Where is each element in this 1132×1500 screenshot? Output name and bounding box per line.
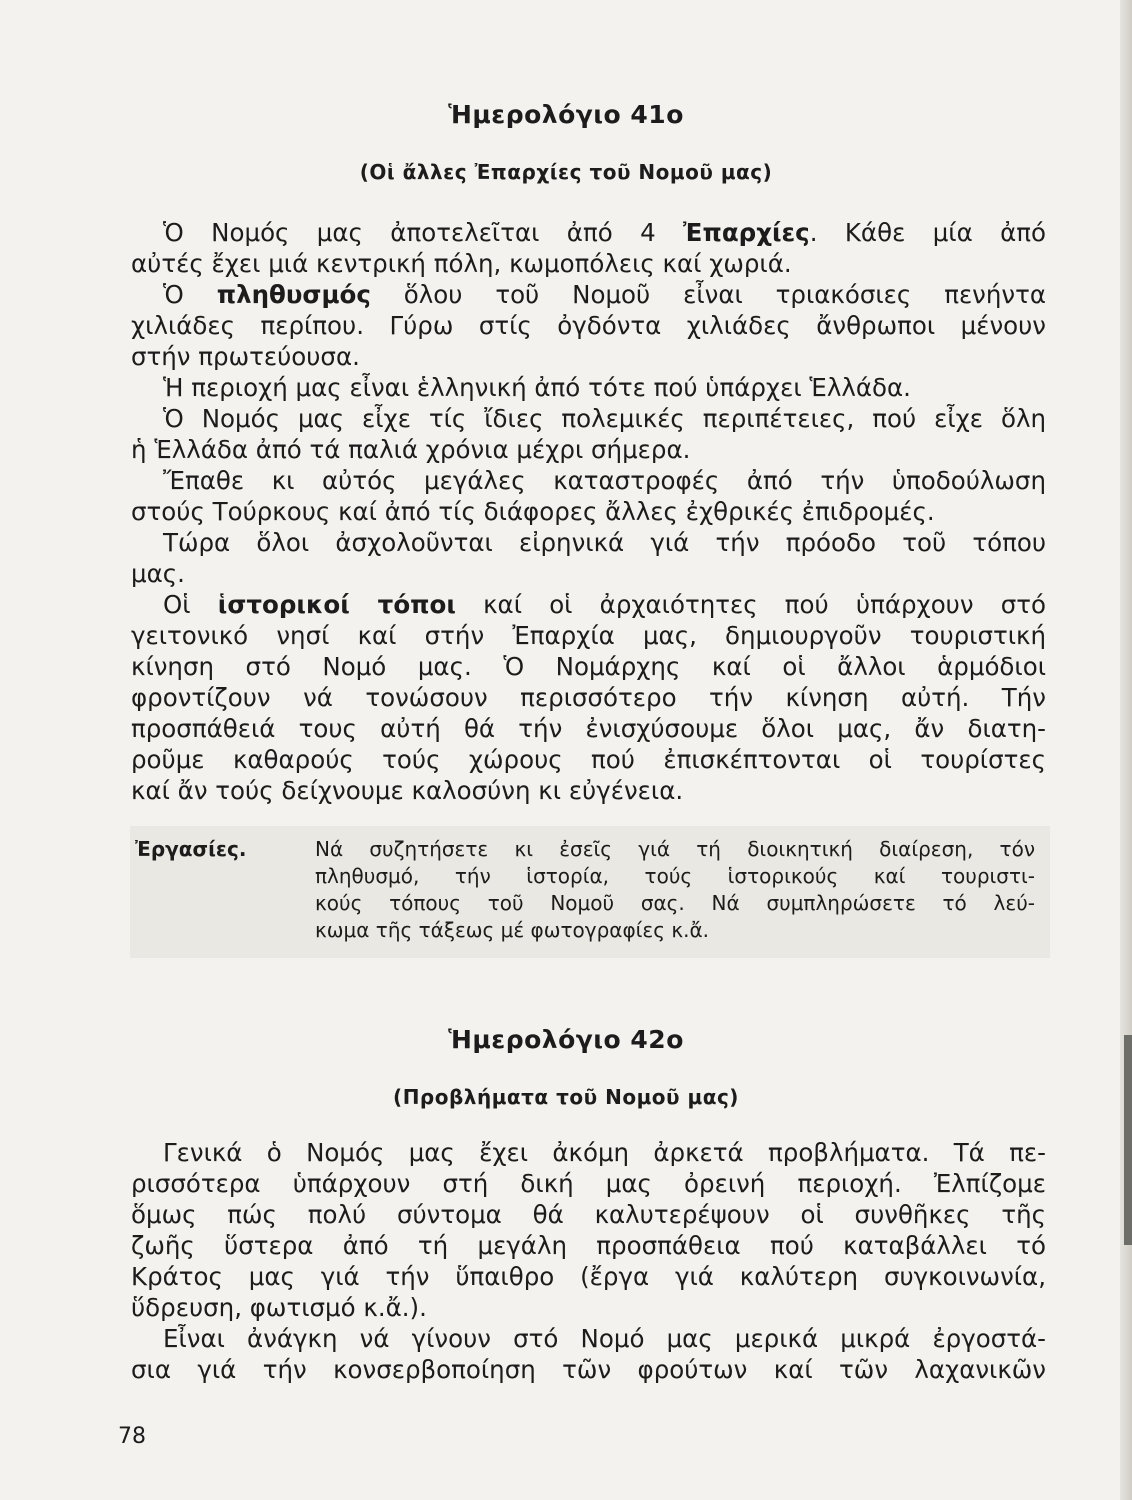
section1-line bbox=[131, 558, 1046, 589]
section1-line bbox=[131, 403, 1046, 434]
line-text: προσπάθειά τους αὐτή θά τήν ἐνισχύσουμε ὅλοι μας, ἄν διατη- bbox=[131, 714, 1046, 743]
section2-line: Εἶναι ἀνάγκη νά γίνουν στό Νομό μας μερικά μικρά ἐργοστά- bbox=[163, 1324, 1046, 1353]
line-text: καί ἄν τούς δείχνουμε καλοσύνη κι εὐγένεια. bbox=[131, 776, 684, 805]
line-text: . Κάθε μία ἀπό bbox=[809, 218, 1046, 247]
section1-line bbox=[131, 465, 1046, 496]
bold-term: πληθυσμός bbox=[216, 280, 371, 309]
line-text: Ὁ bbox=[163, 280, 217, 309]
section1-title: Ἡμερολόγιο 41ο bbox=[448, 100, 684, 129]
line-text: Ἡ περιοχή μας εἶναι ἑλληνική ἀπό τότε πού ὑπάρχει Ἑλλάδα. bbox=[163, 373, 911, 402]
section2-line: Γενικά ὁ Νομός μας ἔχει ἀκόμη ἀρκετά προβλήματα. Τά πε- bbox=[163, 1138, 1046, 1167]
section2-title: Ἡμερολόγιο 42ο bbox=[448, 1025, 684, 1054]
section2-line: ρισσότερα ὑπάρχουν στή δική μας ὀρεινή περιοχή. Ἐλπίζομε bbox=[131, 1169, 1046, 1198]
line-text: στήν πρωτεύουσα. bbox=[131, 342, 360, 371]
section1-line bbox=[131, 589, 1046, 620]
tasks-label: Ἐργασίες. bbox=[135, 837, 247, 861]
section1-line bbox=[131, 372, 1046, 403]
line-text: Ὁ Νομός μας εἶχε τίς ἴδιες πολεμικές περιπέτειες, πού εἶχε ὅλη bbox=[163, 404, 1046, 433]
section1-line bbox=[131, 434, 1046, 465]
line-text: φροντίζουν νά τονώσουν περισσότερο τήν κίνηση αὐτή. Τήν bbox=[131, 683, 1046, 712]
line-text: ἡ Ἑλλάδα ἀπό τά παλιά χρόνια μέχρι σήμερα. bbox=[131, 435, 691, 464]
section1-line bbox=[131, 341, 1046, 372]
line-text: κίνηση στό Νομό μας. Ὁ Νομάρχης καί οἱ ἄλλοι ἁρμόδιοι bbox=[131, 652, 1046, 681]
line-text: ὅλου τοῦ Νομοῦ εἶναι τριακόσιες πενήντα bbox=[370, 280, 1046, 309]
page-edge-dark-strip bbox=[1124, 1035, 1132, 1245]
section1-subtitle: (Οἱ ἄλλες Ἐπαρχίες τοῦ Νομοῦ μας) bbox=[359, 160, 773, 184]
section1-line bbox=[131, 217, 1046, 248]
line-text: στούς Τούρκους καί ἀπό τίς διάφορες ἄλλες ἐχθρικές ἐπιδρομές. bbox=[131, 497, 935, 526]
tasks-line: πληθυσμό, τήν ἱστορία, τούς ἱστορικούς καί τουριστι- bbox=[315, 864, 1035, 888]
section1-line bbox=[131, 496, 1046, 527]
page-edge-shadow bbox=[1120, 0, 1132, 1500]
section2-line: ὅμως πώς πολύ σύντομα θά καλυτερέψουν οἱ συνθῆκες τῆς bbox=[131, 1200, 1046, 1229]
section1-line bbox=[131, 248, 1046, 279]
tasks-line: Νά συζητήσετε κι ἐσεῖς γιά τή διοικητική διαίρεση, τόν bbox=[315, 837, 1035, 861]
tasks-text bbox=[315, 836, 1035, 944]
section2-line: ζωῆς ὕστερα ἀπό τή μεγάλη προσπάθεια πού καταβάλλει τό bbox=[131, 1231, 1046, 1260]
section1-line bbox=[131, 713, 1046, 744]
page-number: 78 bbox=[118, 1424, 146, 1449]
section1-line bbox=[131, 682, 1046, 713]
section1-line bbox=[131, 620, 1046, 651]
section2-line: ὕδρευση, φωτισμό κ.ἄ.). bbox=[131, 1293, 427, 1322]
line-text: Ὁ Νομός μας ἀποτελεῖται ἀπό 4 bbox=[163, 218, 684, 247]
section1-line bbox=[131, 744, 1046, 775]
section1-line bbox=[131, 651, 1046, 682]
section1-line bbox=[131, 527, 1046, 558]
section2-subtitle: (Προβλήματα τοῦ Νομοῦ μας) bbox=[393, 1085, 739, 1109]
line-text: χιλιάδες περίπου. Γύρω στίς ὀγδόντα χιλιάδες ἄνθρωποι μένουν bbox=[131, 311, 1046, 340]
line-text: Τώρα ὅλοι ἀσχολοῦνται εἰρηνικά γιά τήν πρόοδο τοῦ τόπου bbox=[163, 528, 1046, 557]
line-text: γειτονικό νησί καί στήν Ἐπαρχία μας, δημιουργοῦν τουριστική bbox=[131, 621, 1046, 650]
line-text: καί οἱ ἀρχαιότητες πού ὑπάρχουν στό bbox=[455, 590, 1046, 619]
line-text: ροῦμε καθαρούς τούς χώρους πού ἐπισκέπτονται οἱ τουρίστες bbox=[131, 745, 1046, 774]
line-text: μας. bbox=[131, 559, 185, 588]
section1-line bbox=[131, 775, 1046, 806]
section2-line: Κράτος μας γιά τήν ὕπαιθρο (ἔργα γιά καλύτερη συγκοινωνία, bbox=[131, 1262, 1046, 1291]
section2-line: σια γιά τήν κονσερβοποίηση τῶν φρούτων καί τῶν λαχανικῶν bbox=[131, 1355, 1046, 1384]
line-text: αὐτές ἔχει μιά κεντρική πόλη, κωμοπόλεις καί χωριά. bbox=[131, 249, 792, 278]
line-text: Οἱ bbox=[163, 590, 218, 619]
tasks-line: κωμα τῆς τάξεως μέ φωτογραφίες κ.ἄ. bbox=[315, 918, 710, 942]
bold-term: ἱστορικοί τόποι bbox=[217, 590, 456, 619]
section1-line bbox=[131, 310, 1046, 341]
section1-body bbox=[131, 217, 1046, 806]
section1-line bbox=[131, 279, 1046, 310]
line-text: Ἔπαθε κι αὐτός μεγάλες καταστροφές ἀπό τήν ὑποδούλωση bbox=[163, 466, 1046, 495]
tasks-line: κούς τόπους τοῦ Νομοῦ σας. Νά συμπληρώσετε τό λεύ- bbox=[315, 891, 1035, 915]
section2-body bbox=[131, 1137, 1046, 1385]
bold-term: Ἐπαρχίες bbox=[683, 218, 810, 247]
